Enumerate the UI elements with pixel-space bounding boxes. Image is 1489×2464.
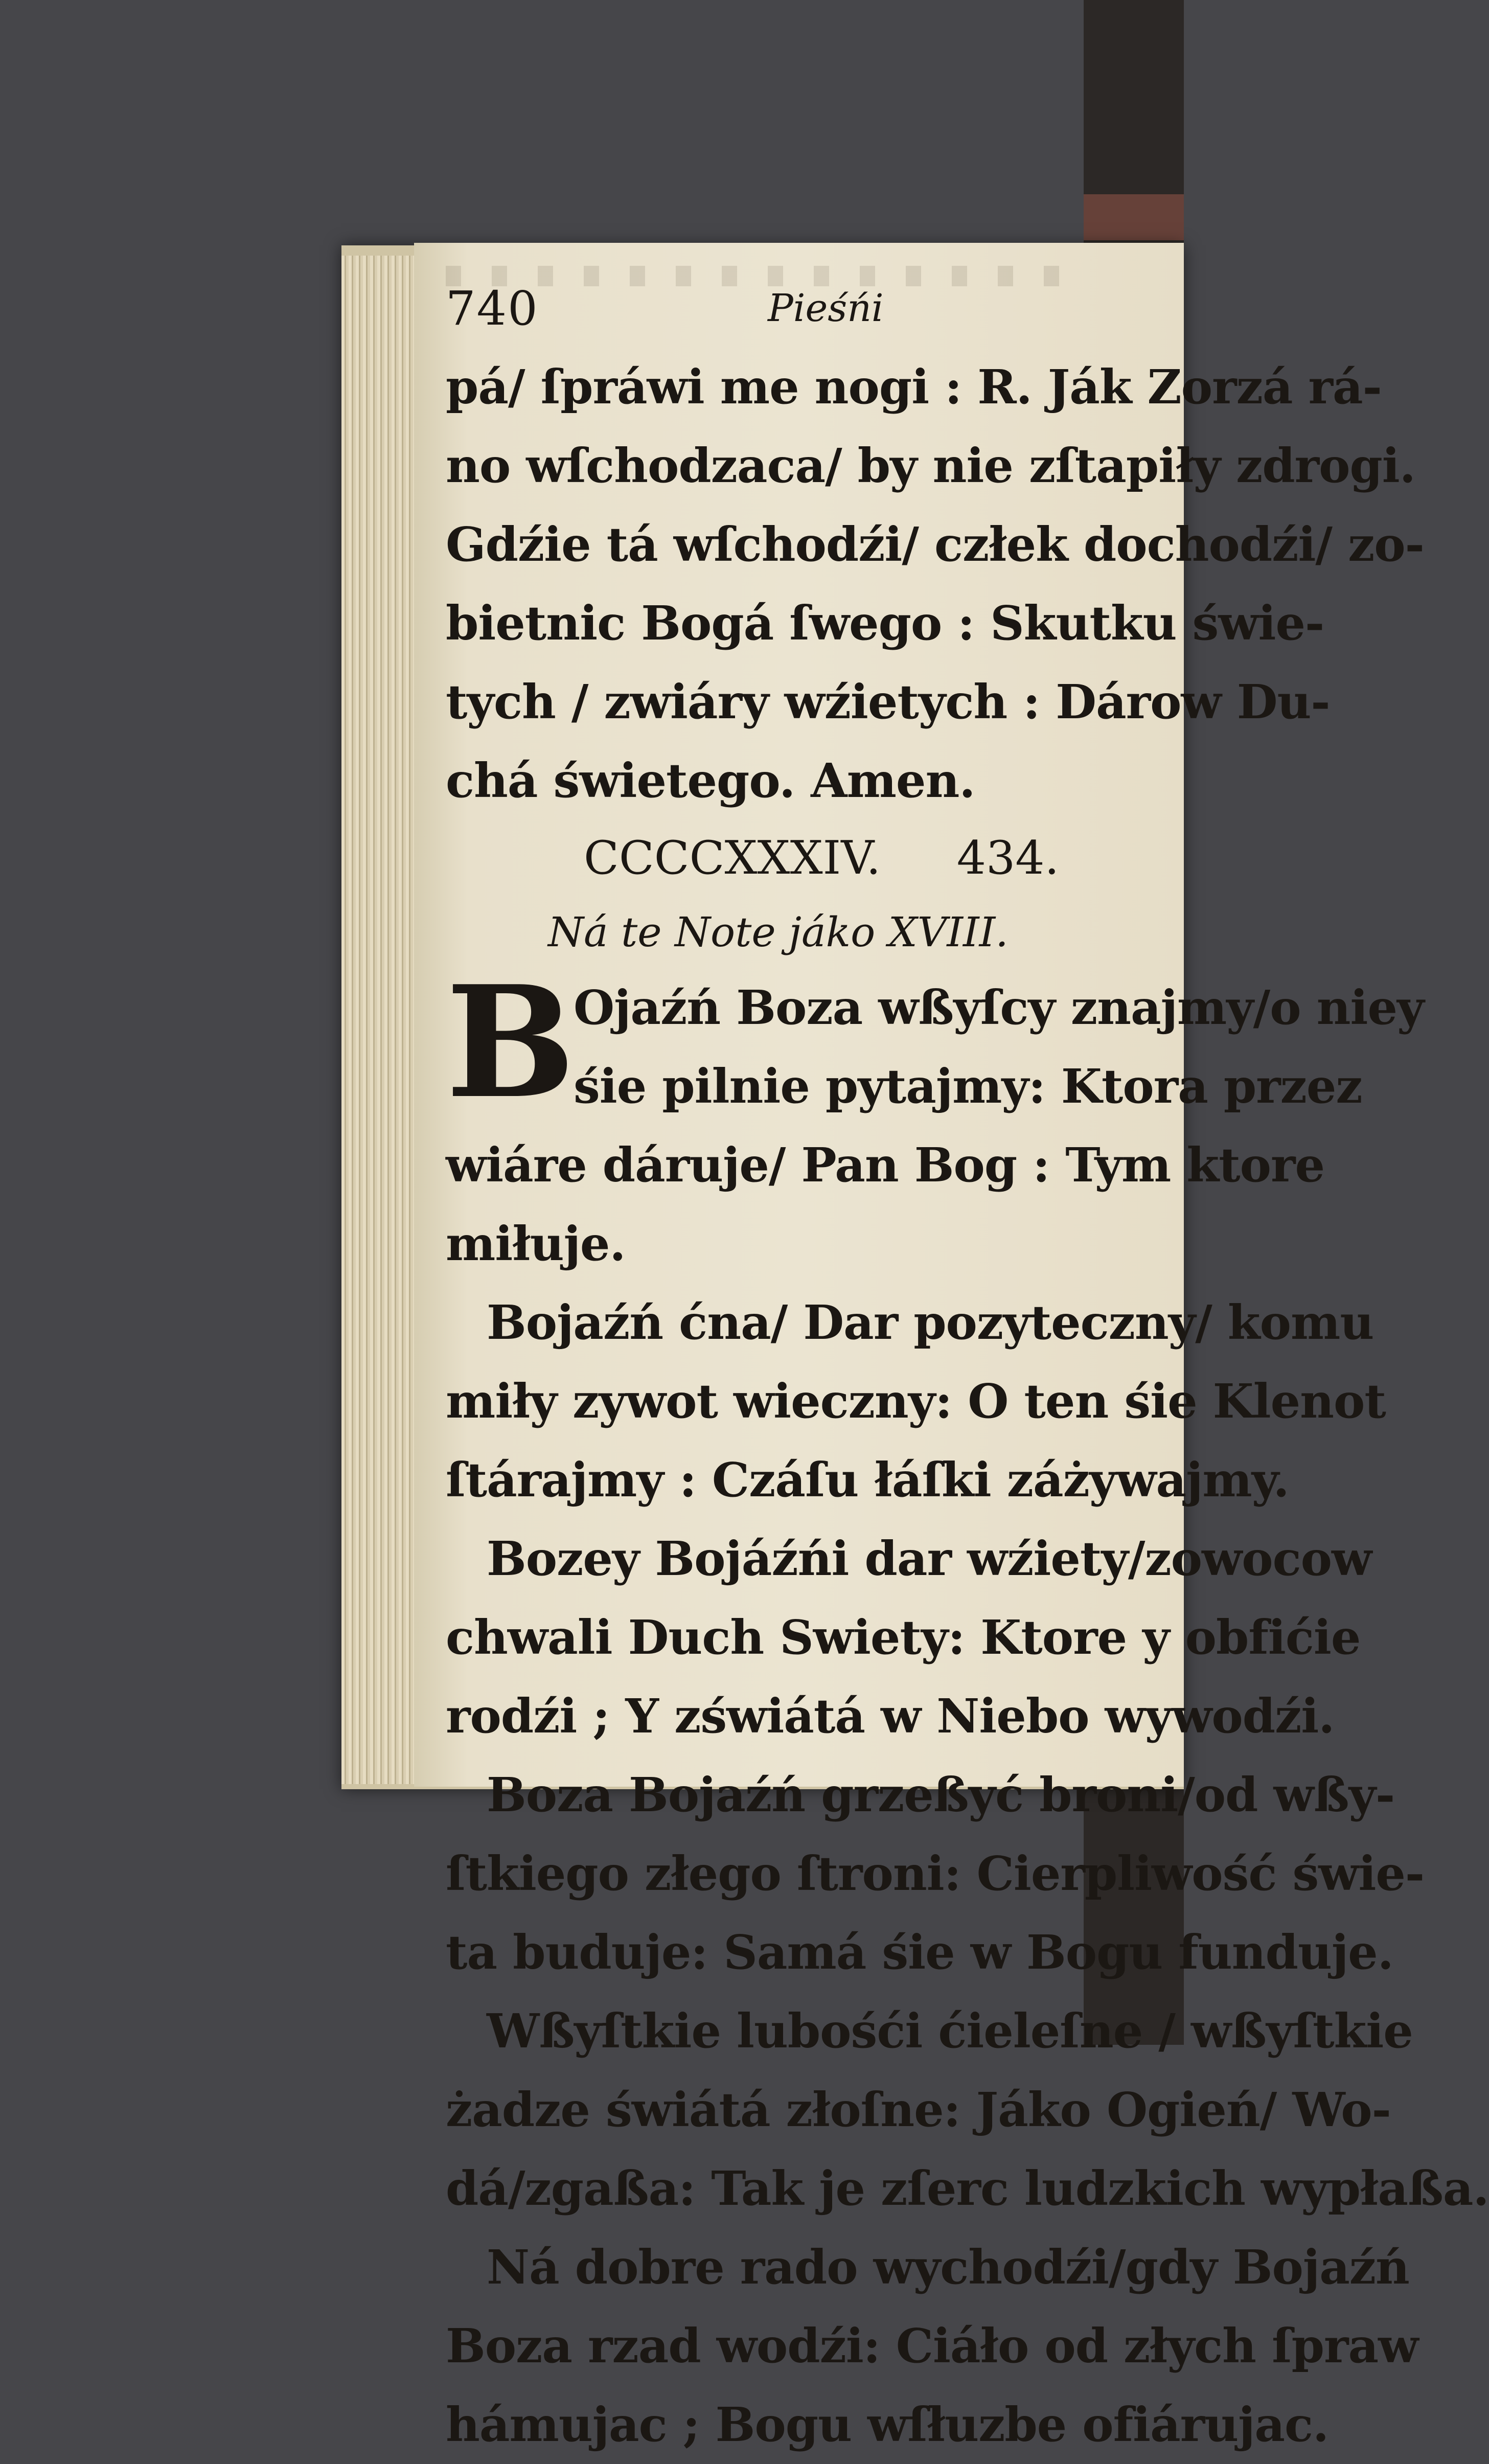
stanza-3: [446, 1519, 1372, 1755]
stanza-5: [446, 1992, 1489, 2228]
text-line: dá/zgaßa: Tak je zſerc ludzkich wypłaßa.: [446, 2161, 1489, 2216]
page-text: [446, 281, 1489, 2464]
page-number: 740: [446, 281, 539, 336]
text-line: wiáre dáruje/ Pan Bog : Tym ktore: [446, 1137, 1325, 1193]
previous-hymn-ending: [446, 348, 1424, 820]
text-line: bietnic Bogá ſwego : Skutku świe-: [446, 596, 1324, 651]
text-line: żadze świátá złoſne: Jáko Ogień/ Wo-: [446, 2082, 1391, 2137]
text-line: Bozey Bojáźńi dar wźiety/zowocow: [487, 1531, 1372, 1586]
hymn-number: [446, 820, 1182, 897]
text-line: miłuje.: [446, 1216, 626, 1271]
text-line: Ná dobre rado wychodźi/gdy Bojaźń: [487, 2240, 1409, 2295]
tune-note: Ná te Note jáko XVIII.: [548, 908, 1009, 956]
text-line: ſtkiego złego ſtroni: Cierpliwość świe-: [446, 1846, 1425, 1901]
page-header: [446, 281, 1182, 348]
text-line: Boza rzad wodźi: Ciáło od złych ſpraw: [446, 2318, 1418, 2374]
text-line: śie pilnie pytajmy: Ktora przez: [574, 1059, 1362, 1114]
stanza-1: [446, 952, 1424, 1283]
text-line: no wſchodzaca/ by nie zſtapiły zdrogi.: [446, 438, 1415, 493]
hymn-roman-number: CCCCXXXIV.: [584, 831, 881, 885]
text-line: ſtárajmy : Czáſu łáſki záżywajmy.: [446, 1452, 1289, 1508]
stanza-4: [446, 1755, 1425, 1992]
text-line: Boza Bojaźń grzeßyć broni/od wßy-: [487, 1767, 1395, 1822]
text-line: chwali Duch Swiety: Ktore y obfićie: [446, 1610, 1361, 1665]
text-line: rodźi ; Y zświátá w Niebo wywodźi.: [446, 1689, 1335, 1744]
running-title: Pieśńi: [768, 286, 884, 330]
stanza-2: [446, 1283, 1386, 1519]
text-line: tych / zwiáry wźietych : Dárow Du-: [446, 674, 1330, 729]
text-line: ta buduje: Samá śie w Bogu funduje.: [446, 1925, 1393, 1980]
text-line: chá świetego. Amen.: [446, 753, 975, 808]
text-line: Bojaźń ćna/ Dar pozyteczny/ komu: [487, 1295, 1374, 1350]
text-line: miły zywot wieczny: O ten śie Klenot: [446, 1374, 1386, 1429]
hymn-arabic-number: 434.: [956, 831, 1060, 885]
text-line: pá/ ſpráwi me nogi : R. Ják Zorzá rá-: [446, 359, 1382, 415]
decorated-initial: B: [446, 952, 576, 1132]
text-line: Gdźie tá wſchodźi/ człek dochodźi/ zo-: [446, 517, 1424, 572]
text-line: hámujac ; Bogu wſłuzbe ofiárujac.: [446, 2397, 1329, 2452]
text-line: Ojaźń Boza wßyſcy znajmy/o niey: [574, 980, 1424, 1035]
page-edge-red-band: [1084, 194, 1184, 240]
stanza-6: [446, 2228, 1418, 2464]
text-line: Wßyſtkie lubośći ćieleſne / wßyſtkie: [487, 2003, 1413, 2059]
